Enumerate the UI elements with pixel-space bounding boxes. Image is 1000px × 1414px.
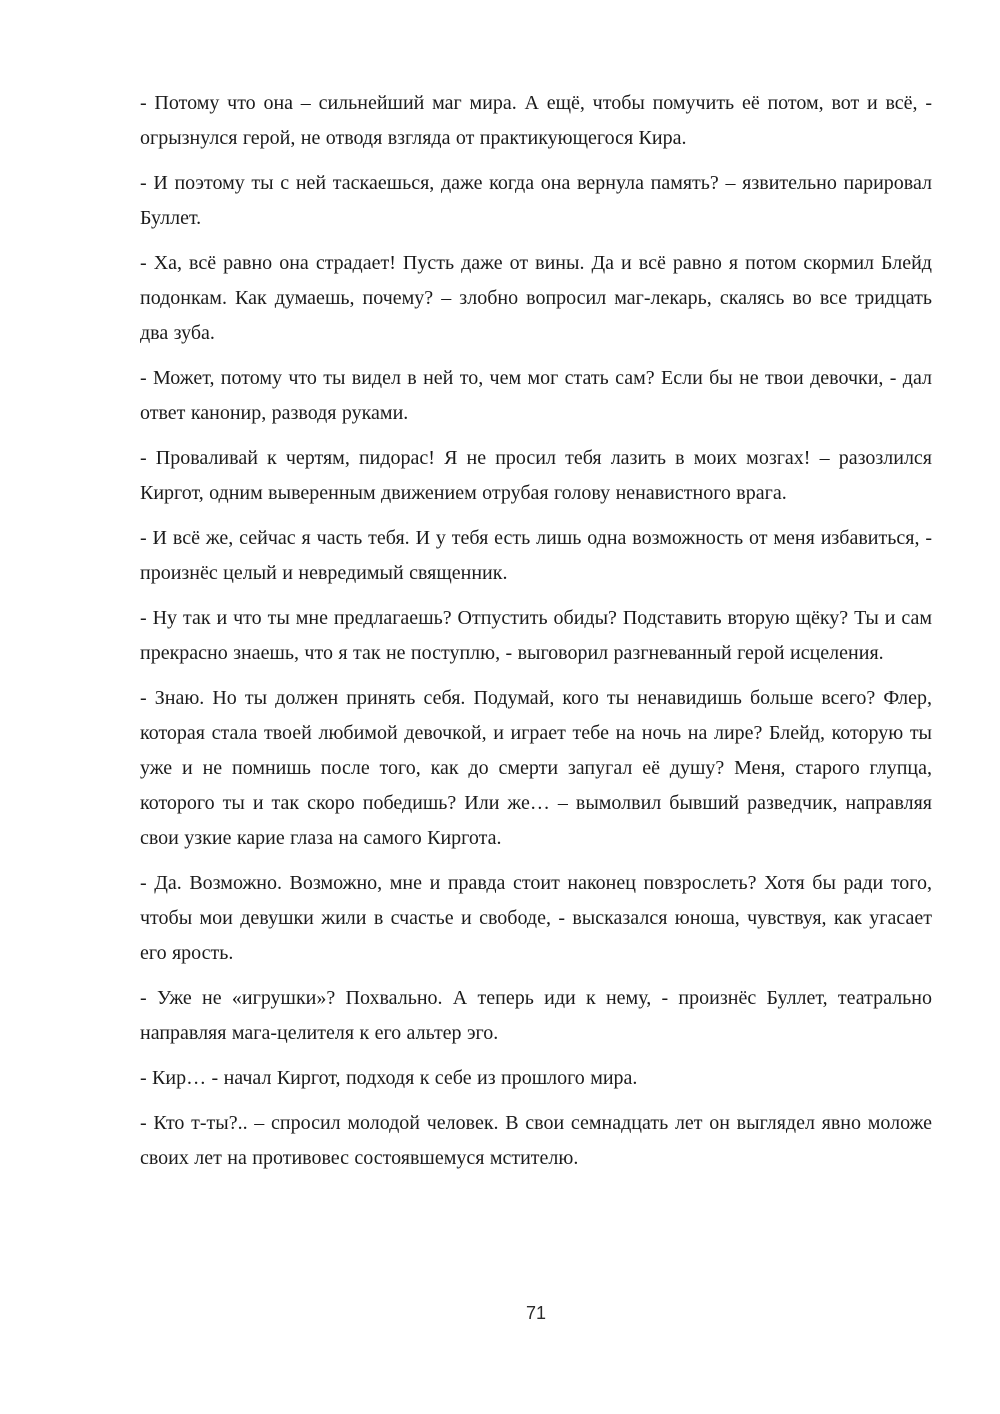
paragraph: - Уже не «игрушки»? Похвально. А теперь иди к нему, - произнёс Буллет, театрально направляя мага-целителя к его альтер эго. [140,987,932,1044]
paragraph: - Да. Возможно. Возможно, мне и правда стоит наконец повзрослеть? Хотя бы ради того, чтобы мои девушки жили в счастье и свободе, - высказался юноша, чувствуя, как угасает его ярость. [140,872,932,964]
paragraph: - Кто т-ты?.. – спросил молодой человек. В свои семнадцать лет он выглядел явно моложе своих лет на противовес состоявшемуся мстителю. [140,1112,932,1169]
paragraph: - Ну так и что ты мне предлагаешь? Отпустить обиды? Подставить вторую щёку? Ты и сам прекрасно знаешь, что я так не поступлю, - выговорил разгневанный герой исцеления. [140,607,932,664]
page-footer [140,1303,932,1324]
paragraph: - Может, потому что ты видел в ней то, чем мог стать сам? Если бы не твои девочки, - дал ответ канонир, разводя руками. [140,367,932,424]
paragraph: - Ха, всё равно она страдает! Пусть даже от вины. Да и всё равно я потом скормил Блейд подонкам. Как думаешь, почему? – злобно вопросил маг-лекарь, скалясь во все тридцать два зуба. [140,252,932,344]
page-number: 71 [525,1303,547,1323]
paragraph: - И всё же, сейчас я часть тебя. И у тебя есть лишь одна возможность от меня избавиться, - произнёс целый и невредимый священник. [140,527,932,584]
paragraph: - Знаю. Но ты должен принять себя. Подумай, кого ты ненавидишь больше всего? Флер, которая стала твоей любимой девочкой, и играет тебе на ночь на лире? Блейд, которую ты уже и не помнишь после того, как до смерти запугал её душу? Меня, старого глупца, которого ты и так скоро победишь? Или же… – вымолвил бывший разведчик, направляя свои узкие карие глаза на самого Киргота. [140,687,932,849]
paragraph: - Потому что она – сильнейший маг мира. А ещё, чтобы помучить её потом, вот и всё, - огрызнулся герой, не отводя взгляда от практикующегося Кира. [140,92,932,149]
paragraph: - И поэтому ты с ней таскаешься, даже когда она вернула память? – язвительно парировал Буллет. [140,172,932,229]
page-body-text [140,86,932,1186]
paragraph: - Кир… - начал Киргот, подходя к себе из прошлого мира. [140,1067,638,1089]
paragraph: - Проваливай к чертям, пидорас! Я не просил тебя лазить в моих мозгах! – разозлился Киргот, одним выверенным движением отрубая голову ненавистного врага. [140,447,932,504]
